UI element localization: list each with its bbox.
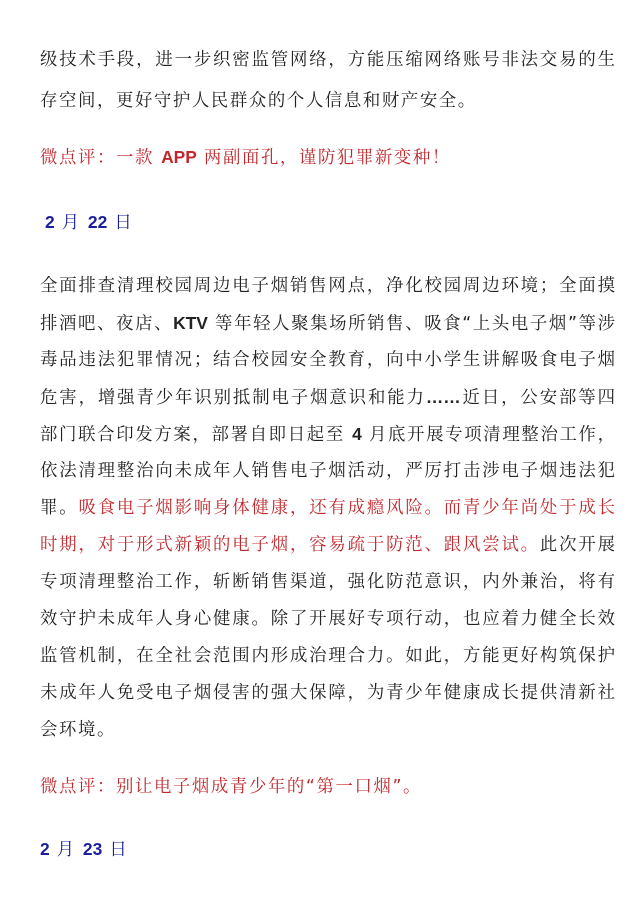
main-line-1: 全面排查清理校园周边电子烟销售网点，净化校园周边环境；全面摸 — [40, 276, 615, 296]
date-1-month-num: 2 — [45, 212, 55, 232]
text-span: 排酒吧、夜店、 — [40, 314, 174, 334]
main-line-6: 依法清理整治向未成年人销售电子烟活动，严厉打击涉电子烟违法犯 — [40, 461, 615, 481]
bold-span: …… — [425, 387, 461, 407]
main-line-9: 专项清理整治工作，斩断销售渠道，强化防范意识，内外兼治，将有 — [40, 572, 615, 592]
main-line-5 — [40, 423, 615, 446]
text-span: 近日，公安部等四 — [460, 388, 615, 408]
intro-line-1: 级技术手段，进一步织密监管网络，方能压缩网络账号非法交易的生 — [40, 50, 615, 70]
comment-1-bold: APP — [161, 147, 197, 167]
text-span: 月底开展专项清理整治工作， — [361, 425, 615, 445]
date-heading-2 — [40, 838, 615, 861]
text-span: 罪。 — [40, 498, 79, 518]
text-span: 等年轻人聚集场所销售、吸食“上头电子烟”等涉 — [207, 314, 615, 334]
highlight-span: 吸食电子烟影响身体健康，还有成瘾风险。而青少年尚处于成长 — [78, 498, 615, 518]
main-line-10: 效守护未成年人身心健康。除了开展好专项行动，也应着力健全长效 — [40, 609, 615, 629]
date-1-day-num: 22 — [87, 212, 108, 232]
highlight-span: 时期，对于形式新颖的电子烟，容易疏于防范、跟风尝试。 — [40, 535, 540, 555]
text-span: 危害，增强青少年识别抵制电子烟意识和能力 — [40, 388, 426, 408]
bold-span: KTV — [173, 313, 208, 333]
bold-span: 4 — [352, 424, 362, 444]
text-span: 部门联合印发方案，部署自即日起至 — [40, 425, 353, 445]
main-line-2 — [40, 312, 615, 335]
date-2-month-char: 月 — [49, 840, 83, 860]
date-1-day-char: 日 — [107, 213, 134, 233]
date-heading-1 — [45, 211, 620, 234]
main-line-8 — [40, 534, 615, 556]
main-line-4 — [40, 386, 615, 409]
text-span: 此次开展 — [539, 535, 615, 555]
date-2-day-char: 日 — [102, 840, 129, 860]
comment-2: 微点评：别让电子烟成青少年的“第一口烟”。 — [40, 777, 423, 797]
date-1-month-char: 月 — [54, 213, 88, 233]
comment-1 — [40, 146, 615, 169]
intro-line-2: 存空间，更好守护人民群众的个人信息和财产安全。 — [40, 91, 477, 111]
main-line-11: 监管机制，在全社会范围内形成治理合力。如此，方能更好构筑保护 — [40, 646, 615, 666]
comment-1-prefix: 微点评：一款 — [40, 148, 162, 168]
comment-1-suffix: 两副面孔，谨防犯罪新变种！ — [196, 148, 451, 168]
main-line-12: 未成年人免受电子烟侵害的强大保障，为青少年健康成长提供清新社 — [40, 683, 615, 703]
main-line-3: 毒品违法犯罪情况；结合校园安全教育，向中小学生讲解吸食电子烟 — [40, 350, 615, 370]
main-line-13: 会环境。 — [40, 720, 116, 740]
date-2-month-num: 2 — [40, 839, 50, 859]
date-2-day-num: 23 — [82, 839, 103, 859]
main-line-7 — [40, 497, 615, 519]
